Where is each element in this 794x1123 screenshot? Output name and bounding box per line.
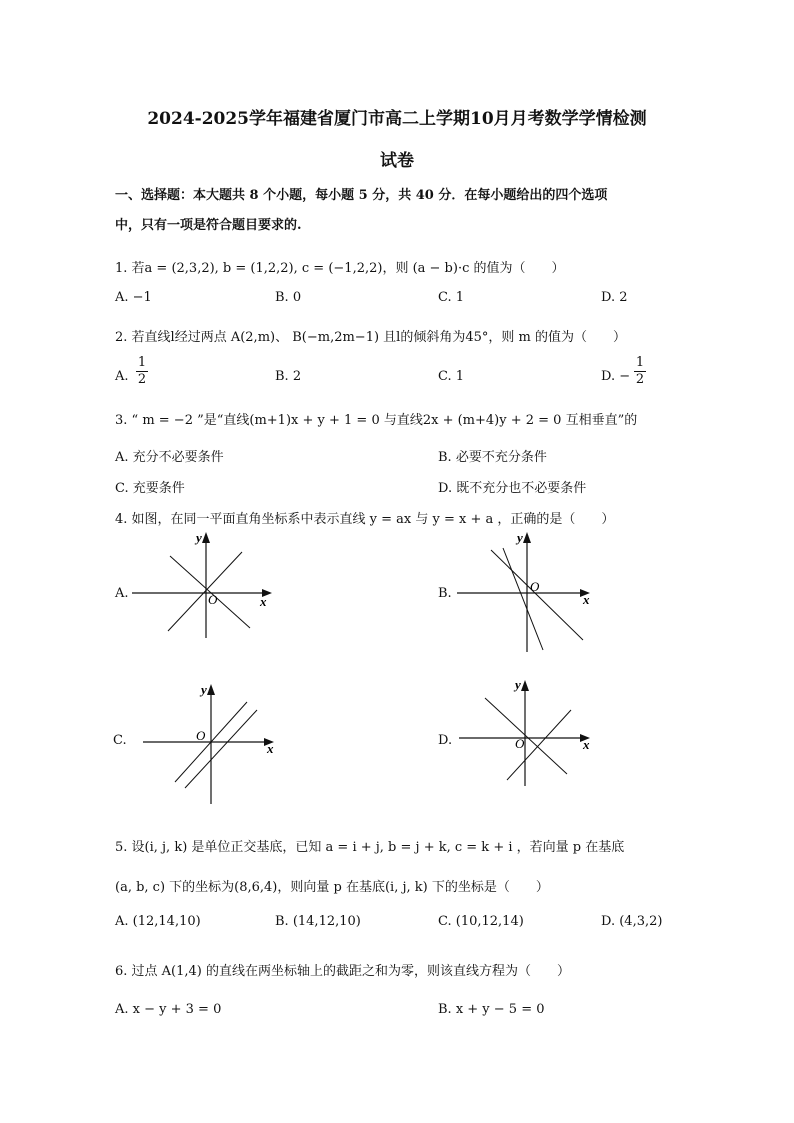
exam-title-line1: 2024-2025学年福建省厦门市高二上学期10月月考数学学情检测 [147,109,647,129]
question-5-stem-line2: (a, b, c) 下的坐标为(8,6,4)，则向量 p 在基底(i, j, k) 下的坐标是（ ） [115,880,549,895]
q1-option-d: D. 2 [601,290,628,305]
q3-option-a: A. 充分不必要条件 [115,450,224,465]
q4-option-b-label: B. [438,586,452,601]
section-header-line2: 中，只有一项是符合题目要求的. [115,218,302,233]
q4-option-c-label: C. [113,733,127,748]
question-4-stem: 4. 如图，在同一平面直角坐标系中表示直线 y = ax 与 y = x + a ，正确的是（ ） [115,512,615,527]
q4-graph-c [135,678,285,806]
q5-option-c: C. (10,12,14) [438,914,524,929]
x-axis-label: x [260,594,267,609]
x-axis-label: x [583,737,590,752]
origin-label: O [530,579,540,594]
y-axis-label: y [515,677,521,692]
q4-graph-d [455,676,605,788]
q5-option-b: B. (14,12,10) [275,914,361,929]
y-axis-label: y [517,530,523,545]
q5-option-d: D. (4,3,2) [601,914,663,929]
y-axis-label: y [201,682,207,697]
q3-option-b: B. 必要不充分条件 [438,450,547,465]
q2-option-b: B. 2 [275,369,302,384]
y-axis-arrow [521,680,529,691]
q2-option-c: C. 1 [438,369,465,384]
fraction-denominator: 2 [635,372,645,387]
fraction-numerator: 1 [137,355,147,370]
question-3-stem: 3. “ m = −2 ”是“直线(m+1)x + y + 1 = 0 与直线2x + (m+4)y + 2 = 0 互相垂直”的 [115,413,638,428]
q4-option-d-label: D. [438,733,453,748]
origin-label: O [196,728,206,743]
line-steep-negative [503,548,543,650]
q1-option-a: A. −1 [115,290,152,305]
line-parallel-2 [185,710,257,788]
q2-option-d-fraction [634,355,646,388]
line-negative-slope [485,698,567,774]
x-axis-label: x [583,592,590,607]
question-6-stem: 6. 过点 A(1,4) 的直线在两坐标轴上的截距之和为零，则该直线方程为（ ） [115,964,571,979]
q6-option-a: A. x − y + 3 = 0 [115,1002,222,1017]
exam-title-line2: 试卷 [380,151,414,171]
line-shallow-negative [491,550,583,640]
question-5-stem-line1: 5. 设(i, j, k) 是单位正交基底，已知 a = i + j, b = j + k, c = k + i ，若向量 p 在基底 [115,840,625,855]
question-2-stem: 2. 若直线l经过两点 A(2,m)、 B(−m,2m−1) 且l的倾斜角为45°，则 m 的值为（ ） [115,330,626,345]
q3-option-c: C. 充要条件 [115,481,185,496]
x-axis-label: x [267,741,274,756]
q5-option-a: A. (12,14,10) [115,914,201,929]
section-header-line1: 一、选择题：本大题共 8 个小题，每小题 5 分，共 40 分．在每小题给出的四个选项 [115,188,608,203]
q4-graph-b [455,528,605,654]
q3-option-d: D. 既不充分也不必要条件 [438,481,587,496]
y-axis-arrow [202,532,210,543]
origin-label: O [208,592,218,607]
q2-option-d: D. − [601,369,631,384]
q1-option-b: B. 0 [275,290,302,305]
q1-option-c: C. 1 [438,290,465,305]
q2-option-a: A. [115,369,129,384]
fraction-denominator: 2 [137,372,147,387]
q6-option-b: B. x + y − 5 = 0 [438,1002,545,1017]
y-axis-arrow [523,532,531,543]
fraction-numerator: 1 [635,355,645,370]
q4-graph-a [130,528,280,640]
question-1-stem: 1. 若a = (2,3,2), b = (1,2,2), c = (−1,2,2)，则 (a − b)·c 的值为（ ） [115,261,565,276]
origin-label: O [515,736,525,751]
y-axis-arrow [207,684,215,695]
q4-option-a-label: A. [115,586,129,601]
y-axis-label: y [196,530,202,545]
q2-option-a-fraction [136,355,148,388]
